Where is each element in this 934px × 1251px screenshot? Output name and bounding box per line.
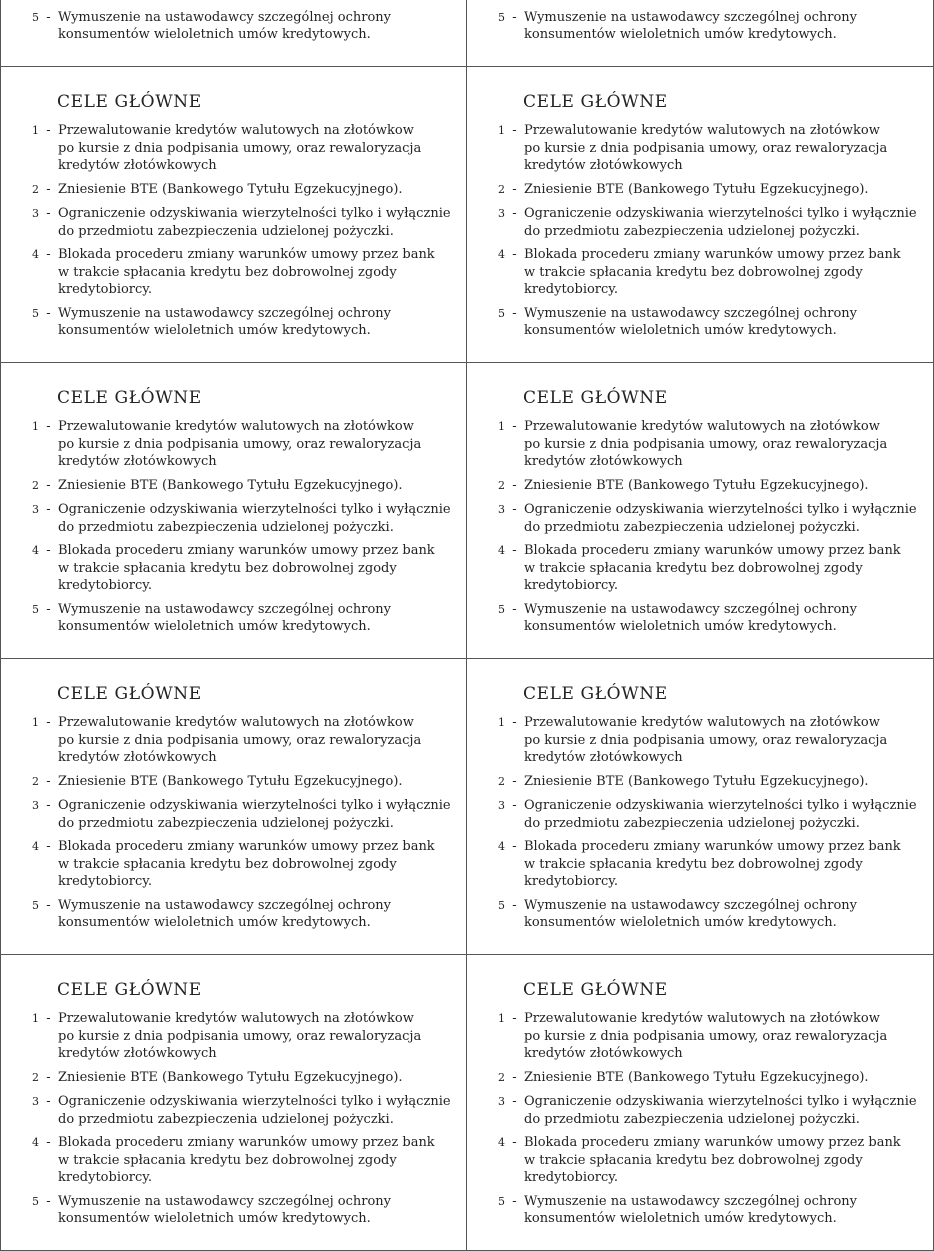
goal-text-line: Blokada procederu zmiany warunków umowy przez bank	[524, 1135, 901, 1150]
goal-text-line: do przedmiotu zabezpieczenia udzielonej pożyczki.	[58, 815, 394, 831]
goal-separator: -	[46, 1094, 51, 1109]
goal-text-line: kredytów złotówkowych	[58, 750, 217, 765]
card-title: CELE GŁÓWNE	[57, 684, 202, 704]
goal-text	[524, 601, 909, 636]
goal-item	[29, 601, 449, 636]
goal-number: 5	[498, 602, 505, 616]
goal-separator: -	[46, 123, 51, 138]
goal-text	[524, 1010, 909, 1063]
goal-text-line: Zniesienie BTE (Bankowego Tytułu Egzekucyjnego).	[524, 1069, 869, 1085]
goal-text	[58, 897, 443, 932]
goal-item	[29, 0, 449, 3]
goal-number: 2	[32, 478, 39, 492]
goal-separator: -	[46, 1193, 51, 1209]
goal-text-line: Blokada procederu zmiany warunków umowy przez bank	[58, 247, 435, 262]
goal-item	[495, 418, 915, 471]
goal-text	[524, 205, 917, 240]
goal-text-line: konsumentów wieloletnich umów kredytowych.	[524, 323, 837, 338]
goal-text	[58, 501, 451, 536]
goal-text-line: Zniesienie BTE (Bankowego Tytułu Egzekucyjnego).	[524, 477, 869, 493]
goal-text	[524, 501, 917, 536]
goal-number: 4	[32, 840, 39, 853]
goal-text-line: Przewalutowanie kredytów walutowych na złotówkow	[524, 419, 880, 434]
goal-text-line: po kursie z dnia podpisania umowy, oraz rewaloryzacja	[524, 1028, 888, 1044]
goal-text-line: Zniesienie BTE (Bankowego Tytułu Egzekucyjnego).	[58, 477, 403, 493]
goal-text-line: konsumentów wieloletnich umów kredytowych.	[58, 323, 371, 338]
goal-text-line: Zniesienie BTE (Bankowego Tytułu Egzekucyjnego).	[58, 181, 403, 197]
goal-separator: -	[46, 839, 51, 854]
goal-number: 5	[32, 602, 39, 616]
goal-number: 1	[498, 420, 505, 433]
goal-text	[524, 1093, 917, 1128]
goal-text	[524, 838, 909, 891]
goal-text	[524, 714, 909, 767]
goal-number: 4	[498, 544, 505, 557]
card-title: CELE GŁÓWNE	[523, 92, 668, 112]
goal-text	[524, 9, 909, 44]
goal-text-line: Blokada procederu zmiany warunków umowy przez bank	[524, 543, 901, 558]
goal-text-line: w trakcie spłacania kredytu bez dobrowolnej zgody	[524, 856, 863, 872]
goal-item	[29, 246, 449, 299]
goal-text-line: Wymuszenie na ustawodawcy szczególnej ochrony	[524, 9, 857, 25]
goal-text-line: Przewalutowanie kredytów walutowych na złotówkow	[58, 715, 414, 730]
goal-text	[524, 1193, 909, 1228]
goal-separator: -	[46, 715, 51, 730]
goal-text-line: do przedmiotu zabezpieczenia udzielonej pożyczki.	[58, 223, 394, 239]
goal-item	[495, 501, 915, 536]
goal-item	[29, 1010, 449, 1063]
goal-text	[58, 773, 443, 791]
goal-text-line: Zniesienie BTE (Bankowego Tytułu Egzekucyjnego).	[58, 1069, 403, 1085]
goal-number: 2	[498, 1070, 505, 1084]
goal-text-line: kredytobiorcy.	[524, 578, 619, 593]
flyer-card	[467, 67, 934, 363]
goal-separator: -	[512, 773, 517, 789]
goal-separator: -	[512, 798, 517, 813]
goals-list	[495, 0, 915, 50]
goal-number: 2	[32, 1070, 39, 1084]
card-title: CELE GŁÓWNE	[523, 684, 668, 704]
flyer-card	[467, 363, 934, 659]
goal-text-line: Blokada procederu zmiany warunków umowy przez bank	[58, 839, 435, 854]
goal-text	[58, 205, 451, 240]
goal-number: 2	[32, 182, 39, 196]
goal-item	[29, 477, 449, 495]
goal-item	[29, 305, 449, 340]
goal-text	[58, 714, 443, 767]
goal-number: 5	[498, 10, 505, 24]
goal-separator: -	[46, 206, 51, 221]
goal-item	[495, 797, 915, 832]
goal-number: 5	[498, 898, 505, 912]
goal-text-line: Wymuszenie na ustawodawcy szczególnej ochrony	[58, 9, 391, 25]
goal-number: 1	[498, 716, 505, 729]
flyer-card	[467, 955, 934, 1251]
goal-separator: -	[512, 601, 517, 617]
goal-text	[58, 305, 443, 340]
goal-text-line: Ograniczenie odzyskiwania wierzytelności tylko i wyłącznie	[524, 206, 917, 221]
goal-text	[58, 838, 443, 891]
goal-text-line: Wymuszenie na ustawodawcy szczególnej ochrony	[524, 1193, 857, 1209]
goal-text	[58, 246, 443, 299]
goal-text-line	[58, 0, 443, 3]
goal-item	[495, 122, 915, 175]
goal-number: 1	[498, 124, 505, 137]
goal-separator: -	[512, 839, 517, 854]
flyer-card	[0, 0, 467, 67]
goal-text-line: kredytów złotówkowych	[524, 454, 683, 469]
goal-item	[495, 1069, 915, 1087]
goal-text-line: Przewalutowanie kredytów walutowych na złotówkow	[58, 123, 414, 138]
goal-item	[495, 1193, 915, 1228]
goal-text-line: konsumentów wieloletnich umów kredytowych.	[58, 27, 371, 42]
goal-separator: -	[46, 1011, 51, 1026]
goal-text-line: w trakcie spłacania kredytu bez dobrowolnej zgody	[58, 1152, 397, 1168]
goal-text-line: Ograniczenie odzyskiwania wierzytelności tylko i wyłącznie	[524, 502, 917, 517]
goal-text-line: kredytów złotówkowych	[58, 454, 217, 469]
goal-text	[58, 1093, 451, 1128]
goal-text-line: Przewalutowanie kredytów walutowych na złotówkow	[58, 419, 414, 434]
goal-text-line: kredytobiorcy.	[524, 1170, 619, 1185]
goal-text-line: konsumentów wieloletnich umów kredytowych.	[58, 915, 371, 930]
goal-item	[495, 1134, 915, 1187]
goal-item	[495, 205, 915, 240]
flyer-card	[0, 363, 467, 659]
goal-number: 1	[32, 716, 39, 729]
goal-text	[58, 0, 443, 3]
goal-text-line: Wymuszenie na ustawodawcy szczególnej ochrony	[58, 897, 391, 913]
flyer-card	[467, 659, 934, 955]
goal-text	[524, 477, 909, 495]
goal-separator: -	[46, 601, 51, 617]
goal-text-line: Blokada procederu zmiany warunków umowy przez bank	[524, 839, 901, 854]
goal-text-line: Zniesienie BTE (Bankowego Tytułu Egzekucyjnego).	[524, 181, 869, 197]
goal-text-line: po kursie z dnia podpisania umowy, oraz rewaloryzacja	[524, 436, 888, 452]
goal-text-line: kredytobiorcy.	[524, 874, 619, 889]
goal-number: 5	[32, 898, 39, 912]
goal-number: 5	[32, 10, 39, 24]
goal-text-line: do przedmiotu zabezpieczenia udzielonej pożyczki.	[524, 519, 860, 535]
goal-item	[495, 477, 915, 495]
goal-text-line: w trakcie spłacania kredytu bez dobrowolnej zgody	[58, 264, 397, 280]
goal-number: 4	[32, 1136, 39, 1149]
goal-text-line: konsumentów wieloletnich umów kredytowych.	[524, 915, 837, 930]
goal-text-line: Wymuszenie na ustawodawcy szczególnej ochrony	[58, 305, 391, 321]
goal-number: 3	[32, 503, 39, 516]
goal-text-line: w trakcie spłacania kredytu bez dobrowolnej zgody	[58, 560, 397, 576]
goal-text	[58, 542, 443, 595]
goal-number	[495, 0, 505, 3]
goals-list	[29, 418, 449, 642]
goal-text-line: Blokada procederu zmiany warunków umowy przez bank	[524, 247, 901, 262]
goal-number: 3	[32, 207, 39, 220]
goal-item	[29, 1069, 449, 1087]
goal-number: 3	[32, 1095, 39, 1108]
goal-text-line: po kursie z dnia podpisania umowy, oraz rewaloryzacja	[524, 732, 888, 748]
goal-text-line: po kursie z dnia podpisania umowy, oraz rewaloryzacja	[58, 732, 422, 748]
goal-item	[29, 1093, 449, 1128]
goal-item	[495, 773, 915, 791]
goal-text-line: kredytobiorcy.	[58, 578, 153, 593]
goal-item	[495, 897, 915, 932]
goal-text-line: do przedmiotu zabezpieczenia udzielonej pożyczki.	[58, 519, 394, 535]
goal-text-line: po kursie z dnia podpisania umowy, oraz rewaloryzacja	[58, 436, 422, 452]
goal-number: 5	[32, 1194, 39, 1208]
goal-item	[29, 1193, 449, 1228]
goal-item	[29, 797, 449, 832]
goal-text-line: Blokada procederu zmiany warunków umowy przez bank	[58, 543, 435, 558]
goal-text-line: kredytobiorcy.	[58, 1170, 153, 1185]
goal-text-line: kredytów złotówkowych	[58, 1046, 217, 1061]
goal-text-line: Przewalutowanie kredytów walutowych na złotówkow	[58, 1011, 414, 1026]
flyer-card	[0, 659, 467, 955]
goal-item	[495, 246, 915, 299]
goal-item	[29, 205, 449, 240]
goal-separator: -	[46, 502, 51, 517]
flyer-card	[0, 67, 467, 363]
goal-separator: -	[46, 798, 51, 813]
goals-list	[29, 122, 449, 346]
goal-item	[495, 838, 915, 891]
goals-list	[495, 1010, 915, 1234]
goal-separator: -	[512, 543, 517, 558]
goal-text-line: Ograniczenie odzyskiwania wierzytelności tylko i wyłącznie	[58, 798, 451, 813]
goal-item	[495, 601, 915, 636]
goal-text	[58, 122, 443, 175]
goal-text-line: Ograniczenie odzyskiwania wierzytelności tylko i wyłącznie	[58, 1094, 451, 1109]
goal-text	[58, 1010, 443, 1063]
goal-number: 1	[32, 124, 39, 137]
goal-item	[495, 9, 915, 44]
goal-text-line: w trakcie spłacania kredytu bez dobrowolnej zgody	[524, 1152, 863, 1168]
goal-text-line: Blokada procederu zmiany warunków umowy przez bank	[58, 1135, 435, 1150]
goal-text	[524, 542, 909, 595]
goal-number: 4	[498, 840, 505, 853]
goal-number: 4	[498, 248, 505, 261]
goals-list	[495, 714, 915, 938]
goal-number: 1	[32, 420, 39, 433]
goal-text	[524, 1069, 909, 1087]
goal-text-line: Ograniczenie odzyskiwania wierzytelności tylko i wyłącznie	[524, 1094, 917, 1109]
goal-item	[29, 501, 449, 536]
goal-text-line: do przedmiotu zabezpieczenia udzielonej pożyczki.	[524, 223, 860, 239]
goal-text	[524, 418, 909, 471]
goal-text	[58, 9, 443, 44]
goal-separator: -	[512, 123, 517, 138]
flyer-card	[467, 0, 934, 67]
goal-text-line: Wymuszenie na ustawodawcy szczególnej ochrony	[524, 601, 857, 617]
goal-number: 2	[32, 774, 39, 788]
goal-number: 2	[498, 182, 505, 196]
goal-item	[29, 714, 449, 767]
goal-separator: -	[46, 419, 51, 434]
goal-text	[524, 122, 909, 175]
goal-item	[29, 897, 449, 932]
goal-text	[524, 246, 909, 299]
goal-separator: -	[512, 181, 517, 197]
goal-item	[29, 1134, 449, 1187]
goal-text-line: Wymuszenie na ustawodawcy szczególnej ochrony	[524, 305, 857, 321]
goal-item	[495, 305, 915, 340]
goal-item	[495, 0, 915, 3]
goal-text-line: konsumentów wieloletnich umów kredytowych.	[524, 1211, 837, 1226]
goal-separator	[505, 0, 524, 3]
goal-number: 3	[498, 1095, 505, 1108]
goal-text-line: Ograniczenie odzyskiwania wierzytelności tylko i wyłącznie	[524, 798, 917, 813]
goal-text-line	[524, 0, 909, 3]
goal-separator: -	[512, 206, 517, 221]
goal-separator: -	[46, 773, 51, 789]
goal-text-line: Wymuszenie na ustawodawcy szczególnej ochrony	[524, 897, 857, 913]
goal-number: 2	[498, 478, 505, 492]
goals-list	[29, 1010, 449, 1234]
goal-text-line: do przedmiotu zabezpieczenia udzielonej pożyczki.	[524, 1111, 860, 1127]
goal-number: 5	[498, 306, 505, 320]
goal-text	[524, 797, 917, 832]
goal-text-line: kredytobiorcy.	[58, 874, 153, 889]
goal-number	[29, 0, 39, 3]
goal-text-line: kredytobiorcy.	[58, 282, 153, 297]
goal-item	[29, 542, 449, 595]
goal-separator: -	[512, 897, 517, 913]
goal-separator: -	[46, 9, 51, 25]
goal-separator: -	[512, 1135, 517, 1150]
goal-text	[58, 1193, 443, 1228]
goal-number: 4	[498, 1136, 505, 1149]
goal-item	[495, 542, 915, 595]
goal-text-line: kredytów złotówkowych	[524, 158, 683, 173]
goal-text	[524, 305, 909, 340]
goal-text-line: po kursie z dnia podpisania umowy, oraz rewaloryzacja	[524, 140, 888, 156]
goal-item	[29, 9, 449, 44]
goal-text-line: po kursie z dnia podpisania umowy, oraz rewaloryzacja	[58, 140, 422, 156]
goal-number: 2	[498, 774, 505, 788]
goal-text	[524, 0, 909, 3]
goal-separator: -	[46, 897, 51, 913]
goal-text-line: kredytobiorcy.	[524, 282, 619, 297]
goal-text	[58, 1134, 443, 1187]
goal-separator: -	[512, 1193, 517, 1209]
goal-item	[29, 181, 449, 199]
goal-separator: -	[46, 181, 51, 197]
goal-number: 1	[498, 1012, 505, 1025]
goal-separator: -	[46, 1069, 51, 1085]
goal-text-line: Przewalutowanie kredytów walutowych na złotówkow	[524, 123, 880, 138]
goal-separator: -	[46, 247, 51, 262]
goal-item	[495, 181, 915, 199]
goal-text	[524, 897, 909, 932]
goal-text	[58, 601, 443, 636]
flyer-card	[0, 955, 467, 1251]
goal-number: 3	[32, 799, 39, 812]
goal-separator: -	[512, 305, 517, 321]
goal-text-line: kredytów złotówkowych	[524, 1046, 683, 1061]
goal-number: 5	[32, 306, 39, 320]
goal-text-line: konsumentów wieloletnich umów kredytowych.	[524, 619, 837, 634]
goal-text	[524, 181, 909, 199]
goal-separator: -	[512, 502, 517, 517]
goal-text	[524, 773, 909, 791]
goal-text	[58, 1069, 443, 1087]
goal-text-line: Wymuszenie na ustawodawcy szczególnej ochrony	[58, 601, 391, 617]
goals-list	[495, 418, 915, 642]
goal-number: 4	[32, 544, 39, 557]
goal-separator: -	[512, 477, 517, 493]
goal-text-line: Zniesienie BTE (Bankowego Tytułu Egzekucyjnego).	[58, 773, 403, 789]
goal-text	[58, 181, 443, 199]
goal-text	[58, 418, 443, 471]
goal-separator: -	[46, 477, 51, 493]
goal-separator: -	[512, 1069, 517, 1085]
goal-separator: -	[46, 543, 51, 558]
goal-text-line: kredytów złotówkowych	[524, 750, 683, 765]
goal-item	[495, 1010, 915, 1063]
goal-number: 3	[498, 503, 505, 516]
goal-text-line: kredytów złotówkowych	[58, 158, 217, 173]
card-title: CELE GŁÓWNE	[57, 92, 202, 112]
goal-text-line: Przewalutowanie kredytów walutowych na złotówkow	[524, 1011, 880, 1026]
goal-text-line: do przedmiotu zabezpieczenia udzielonej pożyczki.	[58, 1111, 394, 1127]
goal-text-line: po kursie z dnia podpisania umowy, oraz rewaloryzacja	[58, 1028, 422, 1044]
goal-separator: -	[512, 1094, 517, 1109]
goal-separator: -	[46, 1135, 51, 1150]
goal-text-line: w trakcie spłacania kredytu bez dobrowolnej zgody	[58, 856, 397, 872]
card-title: CELE GŁÓWNE	[523, 980, 668, 1000]
goals-list	[29, 714, 449, 938]
goal-text-line: konsumentów wieloletnich umów kredytowych.	[58, 619, 371, 634]
goal-text-line: Wymuszenie na ustawodawcy szczególnej ochrony	[58, 1193, 391, 1209]
goal-item	[29, 773, 449, 791]
goal-text-line: do przedmiotu zabezpieczenia udzielonej pożyczki.	[524, 815, 860, 831]
goal-separator: -	[512, 1011, 517, 1026]
goal-separator: -	[512, 9, 517, 25]
goal-number: 1	[32, 1012, 39, 1025]
goal-item	[495, 1093, 915, 1128]
goal-number: 4	[32, 248, 39, 261]
goal-text	[58, 477, 443, 495]
goal-item	[29, 418, 449, 471]
goal-number: 5	[498, 1194, 505, 1208]
goal-text-line: Ograniczenie odzyskiwania wierzytelności tylko i wyłącznie	[58, 502, 451, 517]
card-title: CELE GŁÓWNE	[523, 388, 668, 408]
goals-list	[29, 0, 449, 50]
goal-text-line: Przewalutowanie kredytów walutowych na złotówkow	[524, 715, 880, 730]
goal-text-line: konsumentów wieloletnich umów kredytowych.	[524, 27, 837, 42]
goal-number: 3	[498, 799, 505, 812]
goal-number: 3	[498, 207, 505, 220]
goal-text	[58, 797, 451, 832]
goal-separator: -	[512, 715, 517, 730]
goal-text-line: w trakcie spłacania kredytu bez dobrowolnej zgody	[524, 560, 863, 576]
goal-text-line: Zniesienie BTE (Bankowego Tytułu Egzekucyjnego).	[524, 773, 869, 789]
card-title: CELE GŁÓWNE	[57, 388, 202, 408]
goal-item	[495, 714, 915, 767]
goal-item	[29, 838, 449, 891]
goal-text-line: w trakcie spłacania kredytu bez dobrowolnej zgody	[524, 264, 863, 280]
goal-item	[29, 122, 449, 175]
goal-separator: -	[512, 419, 517, 434]
goal-separator: -	[46, 305, 51, 321]
goal-separator	[39, 0, 58, 3]
card-title: CELE GŁÓWNE	[57, 980, 202, 1000]
goal-text-line: Ograniczenie odzyskiwania wierzytelności tylko i wyłącznie	[58, 206, 451, 221]
goal-text-line: konsumentów wieloletnich umów kredytowych.	[58, 1211, 371, 1226]
goal-text	[524, 1134, 909, 1187]
goals-list	[495, 122, 915, 346]
goal-separator: -	[512, 247, 517, 262]
